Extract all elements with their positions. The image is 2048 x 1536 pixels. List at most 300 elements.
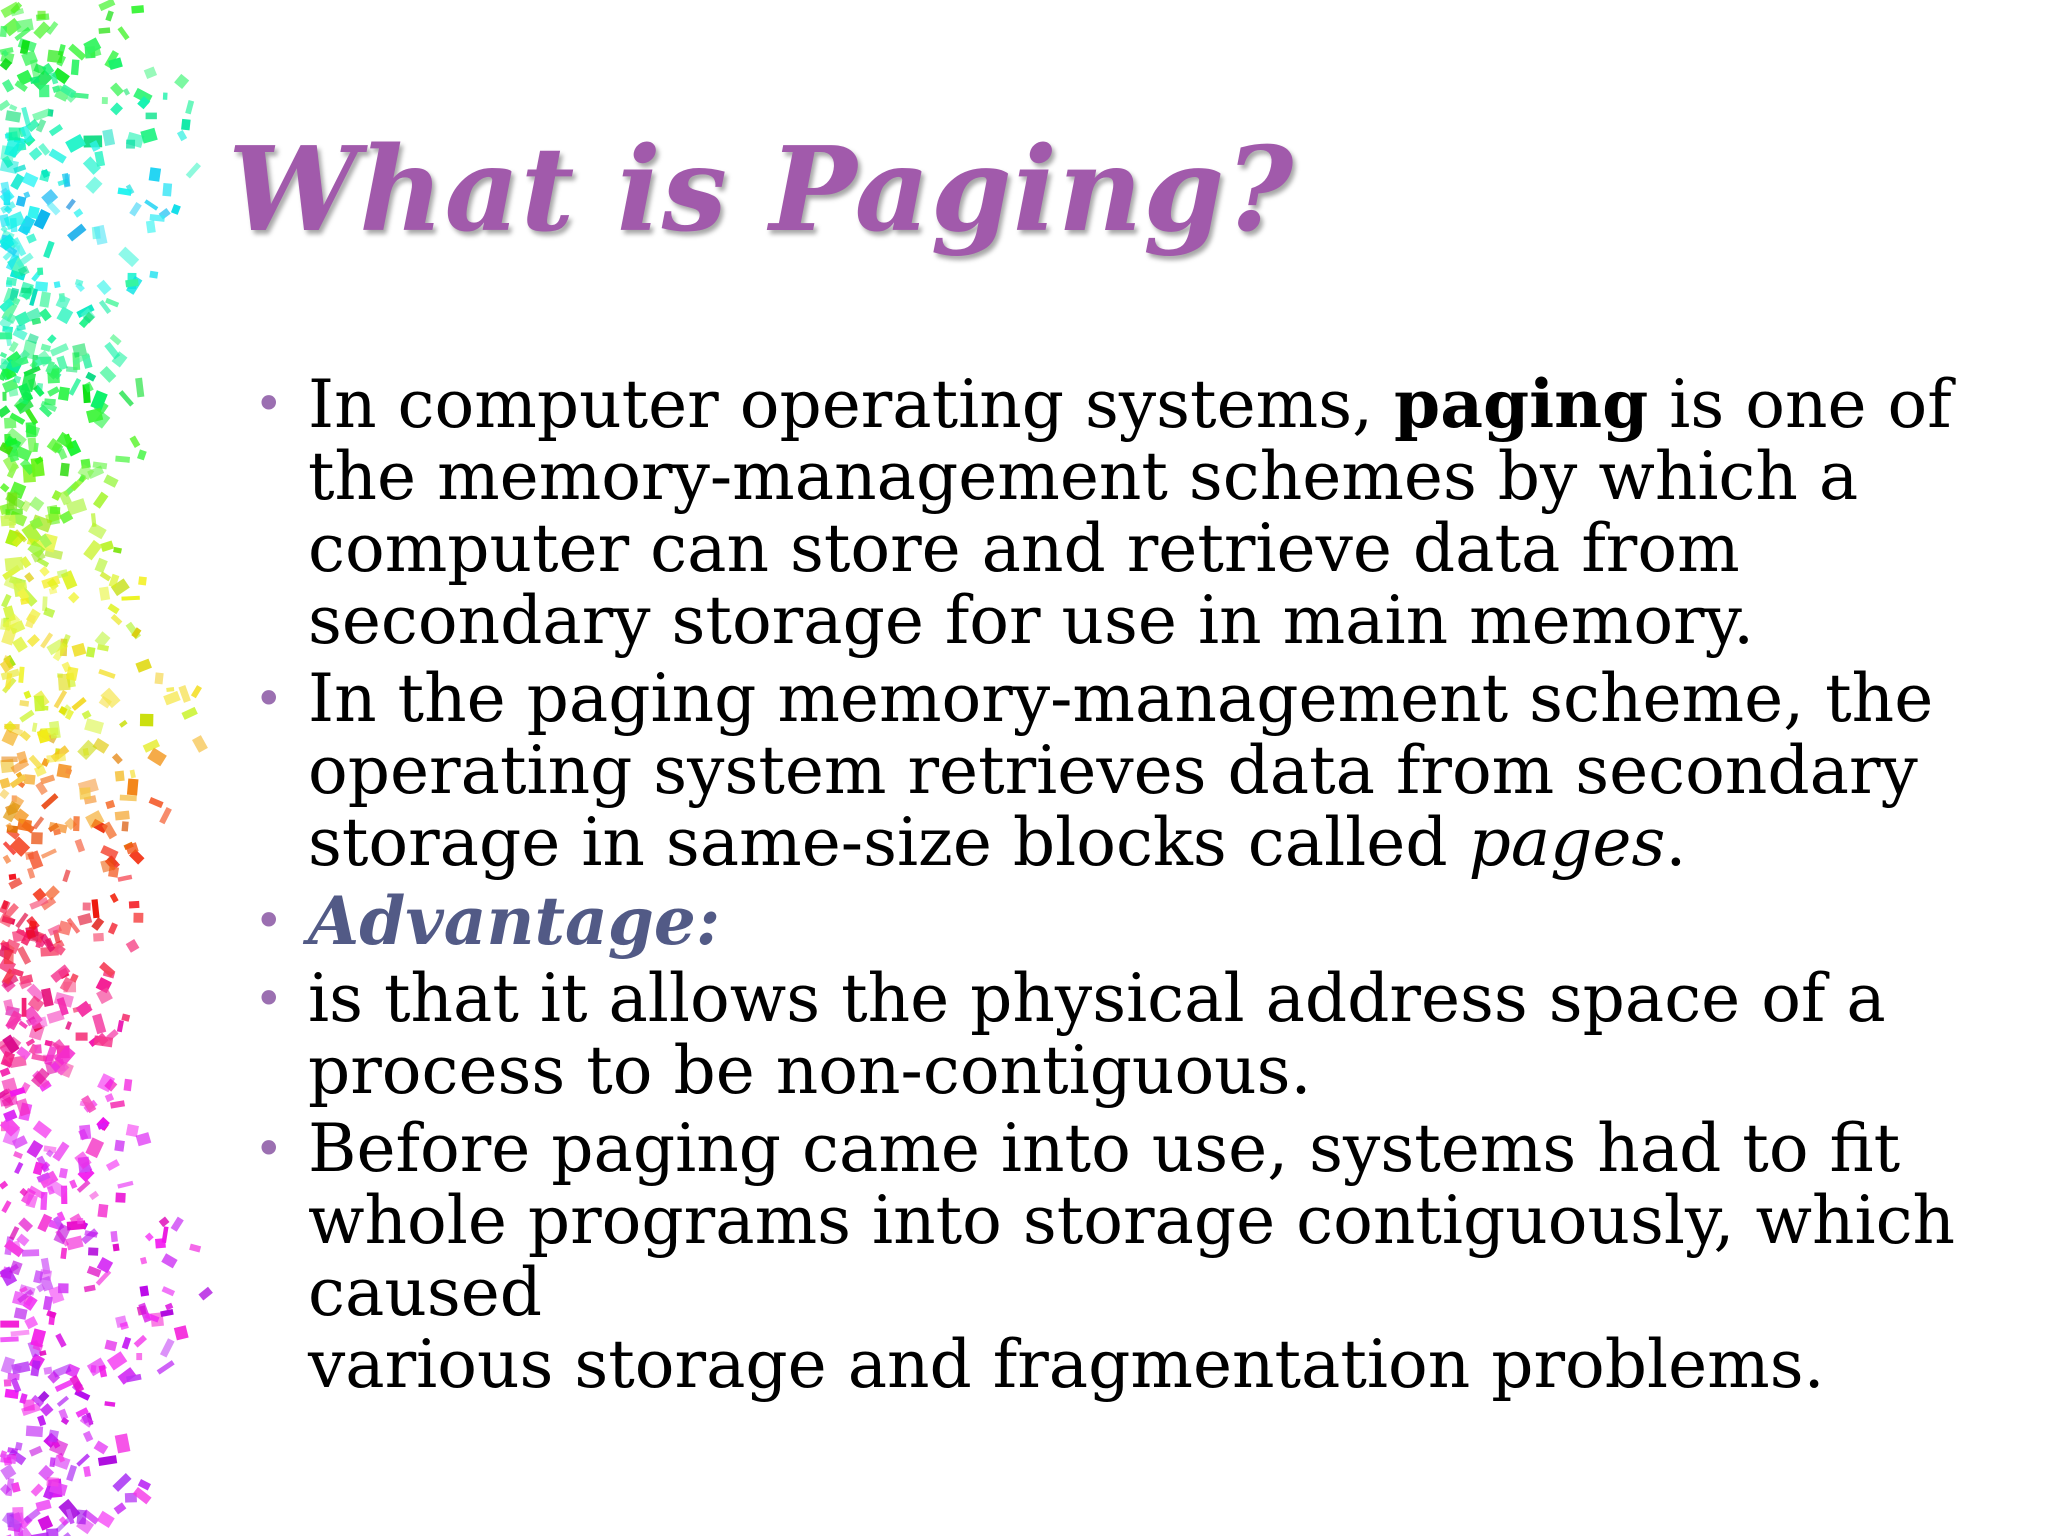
confetti-piece <box>86 647 96 658</box>
confetti-piece <box>185 100 194 114</box>
confetti-border-decoration <box>0 0 230 1536</box>
confetti-piece <box>108 922 118 934</box>
confetti-piece <box>106 1159 120 1171</box>
confetti-piece <box>76 1510 86 1525</box>
confetti-piece <box>115 1193 125 1203</box>
confetti-piece <box>135 659 152 673</box>
confetti-piece <box>92 1013 106 1034</box>
confetti-piece <box>102 129 115 146</box>
confetti-piece <box>77 1218 83 1224</box>
confetti-piece <box>110 334 122 345</box>
confetti-piece <box>130 770 136 779</box>
confetti-piece <box>126 140 135 149</box>
confetti-piece <box>89 1191 99 1200</box>
confetti-piece <box>11 1330 30 1337</box>
confetti-piece <box>113 547 122 554</box>
confetti-piece <box>186 162 201 178</box>
confetti-piece <box>134 1335 147 1348</box>
confetti-piece <box>178 685 190 703</box>
confetti-piece <box>49 124 63 136</box>
confetti-piece <box>54 690 67 709</box>
confetti-piece <box>88 522 107 539</box>
confetti-piece <box>5 110 21 122</box>
confetti-piece <box>115 771 125 782</box>
confetti-piece <box>97 280 112 295</box>
confetti-piece <box>2 79 14 92</box>
bullet-text: is that it allows the physical address space of a process to be non-contiguous. <box>308 960 1886 1109</box>
confetti-piece <box>99 586 110 600</box>
confetti-piece <box>102 97 108 104</box>
confetti-piece <box>112 753 123 764</box>
confetti-piece <box>0 1181 8 1190</box>
confetti-piece <box>100 571 112 581</box>
confetti-piece <box>123 88 130 96</box>
confetti-piece <box>50 343 69 356</box>
confetti-piece <box>14 1162 23 1174</box>
bullet-item <box>250 882 1990 960</box>
confetti-piece <box>162 183 172 196</box>
confetti-piece <box>155 1238 166 1248</box>
confetti-piece <box>115 456 130 463</box>
confetti-piece <box>162 1286 175 1296</box>
italic-term: pages <box>1468 804 1666 881</box>
confetti-piece <box>93 492 108 509</box>
confetti-piece <box>160 1309 174 1317</box>
confetti-piece <box>58 1409 68 1420</box>
confetti-piece <box>31 1532 49 1536</box>
confetti-piece <box>33 816 44 829</box>
confetti-piece <box>126 939 140 953</box>
confetti-piece <box>198 1287 212 1301</box>
confetti-piece <box>140 714 154 727</box>
bullet-icon: • <box>254 970 284 1028</box>
confetti-piece <box>66 1235 84 1250</box>
confetti-piece <box>2 392 6 401</box>
confetti-piece <box>119 390 134 406</box>
confetti-piece <box>73 208 83 217</box>
confetti-piece <box>82 710 92 719</box>
confetti-piece <box>65 1021 72 1030</box>
bullet-item <box>250 960 1990 1109</box>
bullet-text: In the paging memory-management scheme, the operating system retrieves data from secondary storage in same-size blocks called pages. <box>308 660 1934 881</box>
confetti-piece <box>71 59 80 75</box>
confetti-piece <box>72 643 87 657</box>
confetti-piece <box>46 753 66 763</box>
confetti-piece <box>103 474 118 487</box>
confetti-piece <box>11 1361 30 1374</box>
confetti-piece <box>75 839 85 853</box>
confetti-piece <box>13 1151 23 1159</box>
confetti-piece <box>161 1253 177 1268</box>
confetti-piece <box>83 1431 93 1442</box>
confetti-piece <box>108 603 120 614</box>
confetti-piece <box>22 998 27 1017</box>
confetti-piece <box>19 710 34 723</box>
confetti-piece <box>58 387 70 401</box>
confetti-piece <box>45 885 60 900</box>
confetti-piece <box>93 933 104 942</box>
confetti-piece <box>127 778 139 795</box>
confetti-piece <box>110 893 119 903</box>
confetti-piece <box>119 720 128 728</box>
confetti-piece <box>97 644 109 652</box>
confetti-piece <box>181 707 197 720</box>
bullet-item <box>250 365 1990 659</box>
confetti-piece <box>146 220 156 233</box>
confetti-piece <box>83 903 91 911</box>
confetti-piece <box>55 1333 66 1348</box>
confetti-piece <box>129 202 142 217</box>
confetti-piece <box>97 1204 108 1218</box>
confetti-piece <box>93 461 108 469</box>
confetti-piece <box>14 1307 28 1320</box>
confetti-piece <box>39 291 51 307</box>
bullet-text: In computer operating systems, paging is one of the memory-management schemes by which a computer can store and retrieve data from secondary storage for use in main memory. <box>308 365 1952 659</box>
confetti-piece <box>23 691 31 699</box>
confetti-piece <box>114 1140 125 1152</box>
confetti-piece <box>50 507 60 514</box>
confetti-piece <box>110 102 123 115</box>
confetti-piece <box>174 1325 189 1340</box>
confetti-piece <box>22 1249 39 1256</box>
confetti-piece <box>39 308 52 321</box>
confetti-piece <box>76 1001 93 1017</box>
confetti-piece <box>131 5 144 13</box>
confetti-piece <box>0 1321 19 1328</box>
confetti-piece <box>49 587 57 594</box>
confetti-piece <box>117 1020 124 1032</box>
confetti-piece <box>7 493 17 510</box>
confetti-piece <box>189 1244 201 1253</box>
confetti-piece <box>35 781 47 795</box>
confetti-piece <box>18 667 24 683</box>
confetti-piece <box>144 66 157 79</box>
confetti-piece <box>111 614 123 625</box>
confetti-piece <box>37 1415 46 1426</box>
confetti-piece <box>22 172 39 187</box>
confetti-piece <box>1 594 11 608</box>
confetti-piece <box>76 1033 88 1041</box>
bullet-list <box>250 365 1990 1407</box>
confetti-piece <box>136 1353 142 1360</box>
confetti-piece <box>23 1399 35 1411</box>
confetti-piece <box>98 27 110 33</box>
confetti-piece <box>47 50 63 64</box>
confetti-piece <box>0 789 9 799</box>
confetti-piece <box>0 1464 16 1480</box>
confetti-piece <box>98 0 115 11</box>
confetti-piece <box>105 1093 114 1102</box>
confetti-piece <box>177 130 187 141</box>
confetti-piece <box>92 738 109 754</box>
confetti-piece <box>73 816 80 831</box>
bullet-icon: • <box>254 892 284 950</box>
bullet-item <box>250 1110 1990 1403</box>
confetti-piece <box>40 1192 47 1210</box>
confetti-piece <box>46 1310 56 1318</box>
confetti-piece <box>129 901 140 909</box>
confetti-piece <box>137 449 147 460</box>
confetti-piece <box>43 1367 52 1375</box>
confetti-piece <box>39 566 49 577</box>
confetti-piece <box>3 999 14 1011</box>
confetti-piece <box>105 10 114 21</box>
confetti-piece <box>94 1440 109 1454</box>
confetti-piece <box>0 405 10 418</box>
confetti-piece <box>104 1401 115 1407</box>
confetti-piece <box>85 1137 104 1158</box>
confetti-piece <box>115 1433 131 1453</box>
confetti-piece <box>0 514 16 526</box>
confetti-piece <box>0 352 7 358</box>
confetti-piece <box>118 247 139 268</box>
confetti-piece <box>59 1516 69 1526</box>
confetti-piece <box>60 1248 67 1259</box>
confetti-piece <box>98 1455 117 1466</box>
confetti-piece <box>126 1124 139 1137</box>
confetti-piece <box>9 104 17 111</box>
confetti-piece <box>29 496 44 511</box>
confetti-piece <box>37 268 43 276</box>
confetti-piece <box>117 1181 133 1189</box>
confetti-piece <box>35 1499 51 1511</box>
confetti-piece <box>85 176 102 193</box>
confetti-piece <box>96 987 113 1004</box>
confetti-piece <box>9 874 17 881</box>
confetti-piece <box>29 1446 43 1457</box>
confetti-piece <box>57 1396 69 1407</box>
confetti-piece <box>16 196 26 207</box>
confetti-piece <box>171 204 181 215</box>
confetti-piece <box>16 324 25 331</box>
confetti-piece <box>157 1360 175 1374</box>
confetti-piece <box>49 1457 55 1467</box>
confetti-piece <box>26 1426 43 1438</box>
confetti-piece <box>160 1338 175 1357</box>
confetti-piece <box>0 1067 11 1077</box>
confetti-piece <box>32 108 51 121</box>
confetti-piece <box>40 1403 53 1416</box>
confetti-piece <box>79 1125 91 1140</box>
confetti-piece <box>104 1340 117 1352</box>
confetti-piece <box>26 233 37 243</box>
confetti-piece <box>55 1380 73 1392</box>
confetti-piece <box>110 1100 125 1108</box>
confetti-piece <box>0 778 11 789</box>
bullet-icon: • <box>254 670 284 728</box>
confetti-piece <box>0 100 10 111</box>
confetti-piece <box>58 1283 69 1293</box>
confetti-piece <box>68 44 86 61</box>
confetti-piece <box>38 1515 53 1531</box>
confetti-piece <box>64 174 70 186</box>
confetti-piece <box>181 119 191 131</box>
confetti-piece <box>83 1466 91 1477</box>
confetti-piece <box>124 1079 133 1091</box>
confetti-piece <box>34 695 45 711</box>
confetti-piece <box>0 158 19 174</box>
confetti-piece <box>65 134 86 153</box>
confetti-piece <box>68 592 79 603</box>
confetti-piece <box>54 281 61 288</box>
confetti-piece <box>31 832 43 844</box>
confetti-piece <box>100 540 114 552</box>
confetti-piece <box>100 366 117 383</box>
confetti-piece <box>5 557 24 572</box>
confetti-piece <box>133 913 143 923</box>
confetti-piece <box>0 483 9 492</box>
confetti-piece <box>3 1457 12 1466</box>
confetti-piece <box>33 1120 52 1138</box>
confetti-piece <box>192 735 208 753</box>
confetti-piece <box>18 1217 33 1232</box>
confetti-piece <box>110 82 124 96</box>
confetti-piece <box>67 224 86 242</box>
confetti-piece <box>83 540 102 560</box>
confetti-piece <box>43 241 55 259</box>
confetti-piece <box>77 1180 91 1193</box>
confetti-piece <box>149 271 158 279</box>
confetti-piece <box>27 634 40 647</box>
confetti-piece <box>105 800 115 809</box>
confetti-piece <box>94 225 108 245</box>
confetti-piece <box>149 167 161 182</box>
confetti-piece <box>38 11 46 19</box>
bold-term: paging <box>1394 365 1649 443</box>
confetti-piece <box>159 1216 170 1227</box>
confetti-piece <box>21 287 31 293</box>
confetti-piece <box>47 334 56 343</box>
confetti-piece <box>88 1247 98 1255</box>
confetti-piece <box>62 869 70 882</box>
confetti-piece <box>91 899 99 918</box>
confetti-piece <box>0 1336 19 1342</box>
confetti-piece <box>6 509 23 515</box>
confetti-piece <box>59 1168 68 1179</box>
confetti-piece <box>121 1014 130 1022</box>
confetti-piece <box>113 1244 120 1252</box>
confetti-piece <box>84 1285 96 1293</box>
advantage-heading: Advantage: <box>308 882 721 960</box>
confetti-piece <box>174 74 189 89</box>
confetti-piece <box>15 912 28 928</box>
confetti-piece <box>139 1286 149 1297</box>
confetti-piece <box>163 691 181 706</box>
confetti-piece <box>16 1098 31 1116</box>
confetti-piece <box>122 1337 131 1350</box>
confetti-piece <box>56 294 71 309</box>
confetti-piece <box>32 723 38 733</box>
confetti-piece <box>136 1132 152 1146</box>
confetti-piece <box>90 1365 96 1373</box>
confetti-piece <box>114 1502 127 1514</box>
confetti-piece <box>115 811 130 821</box>
confetti-piece <box>21 107 31 126</box>
confetti-piece <box>144 199 158 210</box>
confetti-piece <box>77 913 92 925</box>
bullet-item <box>250 660 1990 881</box>
confetti-piece <box>44 398 56 405</box>
confetti-piece <box>60 463 70 477</box>
confetti-piece <box>49 148 67 163</box>
confetti-piece <box>77 740 97 760</box>
confetti-piece <box>41 344 51 352</box>
confetti-piece <box>107 1351 127 1370</box>
confetti-piece <box>12 637 28 653</box>
confetti-piece <box>140 1257 147 1265</box>
confetti-piece <box>4 950 14 964</box>
confetti-piece <box>91 917 104 931</box>
confetti-piece <box>145 1232 154 1241</box>
confetti-piece <box>130 436 141 448</box>
confetti-piece <box>85 372 96 382</box>
confetti-piece <box>121 821 128 831</box>
confetti-piece <box>34 1044 42 1054</box>
confetti-piece <box>80 1415 94 1428</box>
confetti-piece <box>26 422 37 437</box>
confetti-piece <box>191 685 202 698</box>
confetti-piece <box>120 795 137 802</box>
confetti-piece <box>0 26 7 37</box>
confetti-piece <box>9 127 21 140</box>
confetti-piece <box>135 378 144 398</box>
confetti-piece <box>97 1511 115 1528</box>
confetti-piece <box>39 85 49 97</box>
confetti-piece <box>117 875 132 882</box>
bullet-icon: • <box>254 375 284 433</box>
confetti-piece <box>69 1179 77 1188</box>
confetti-piece <box>29 755 43 770</box>
confetti-piece <box>69 378 82 396</box>
confetti-piece <box>95 558 108 573</box>
slide-title: What is Paging? <box>228 122 1295 258</box>
confetti-piece <box>84 718 104 734</box>
confetti-piece <box>121 596 139 601</box>
confetti-piece <box>138 576 147 585</box>
confetti-piece <box>47 386 60 397</box>
confetti-piece <box>25 614 36 628</box>
confetti-piece <box>43 1296 53 1311</box>
confetti-piece <box>24 1316 38 1329</box>
confetti-piece <box>63 1532 75 1536</box>
confetti-piece <box>31 1483 44 1496</box>
confetti-piece <box>76 1454 90 1467</box>
confetti-piece <box>79 787 91 799</box>
confetti-piece <box>71 697 86 711</box>
confetti-piece <box>117 26 129 40</box>
confetti-piece <box>166 687 174 692</box>
confetti-piece <box>15 1442 23 1451</box>
confetti-piece <box>41 848 57 858</box>
confetti-piece <box>0 332 12 339</box>
confetti-piece <box>19 700 29 707</box>
confetti-piece <box>112 1473 131 1492</box>
bullet-icon: • <box>254 1120 284 1178</box>
confetti-piece <box>66 1465 77 1482</box>
confetti-piece <box>46 1477 59 1487</box>
confetti-piece <box>155 672 164 684</box>
confetti-piece <box>171 1217 184 1232</box>
confetti-piece <box>98 669 115 679</box>
confetti-piece <box>163 92 168 99</box>
confetti-piece <box>66 199 76 210</box>
confetti-piece <box>28 437 37 452</box>
confetti-piece <box>110 1231 117 1242</box>
bullet-text: Before paging came into use, systems had to fit whole programs into storage contiguously, which caused various storage and fragmentation problems. <box>308 1110 1956 1403</box>
confetti-piece <box>149 797 164 808</box>
confetti-piece <box>146 113 157 120</box>
confetti-piece <box>4 1379 12 1386</box>
